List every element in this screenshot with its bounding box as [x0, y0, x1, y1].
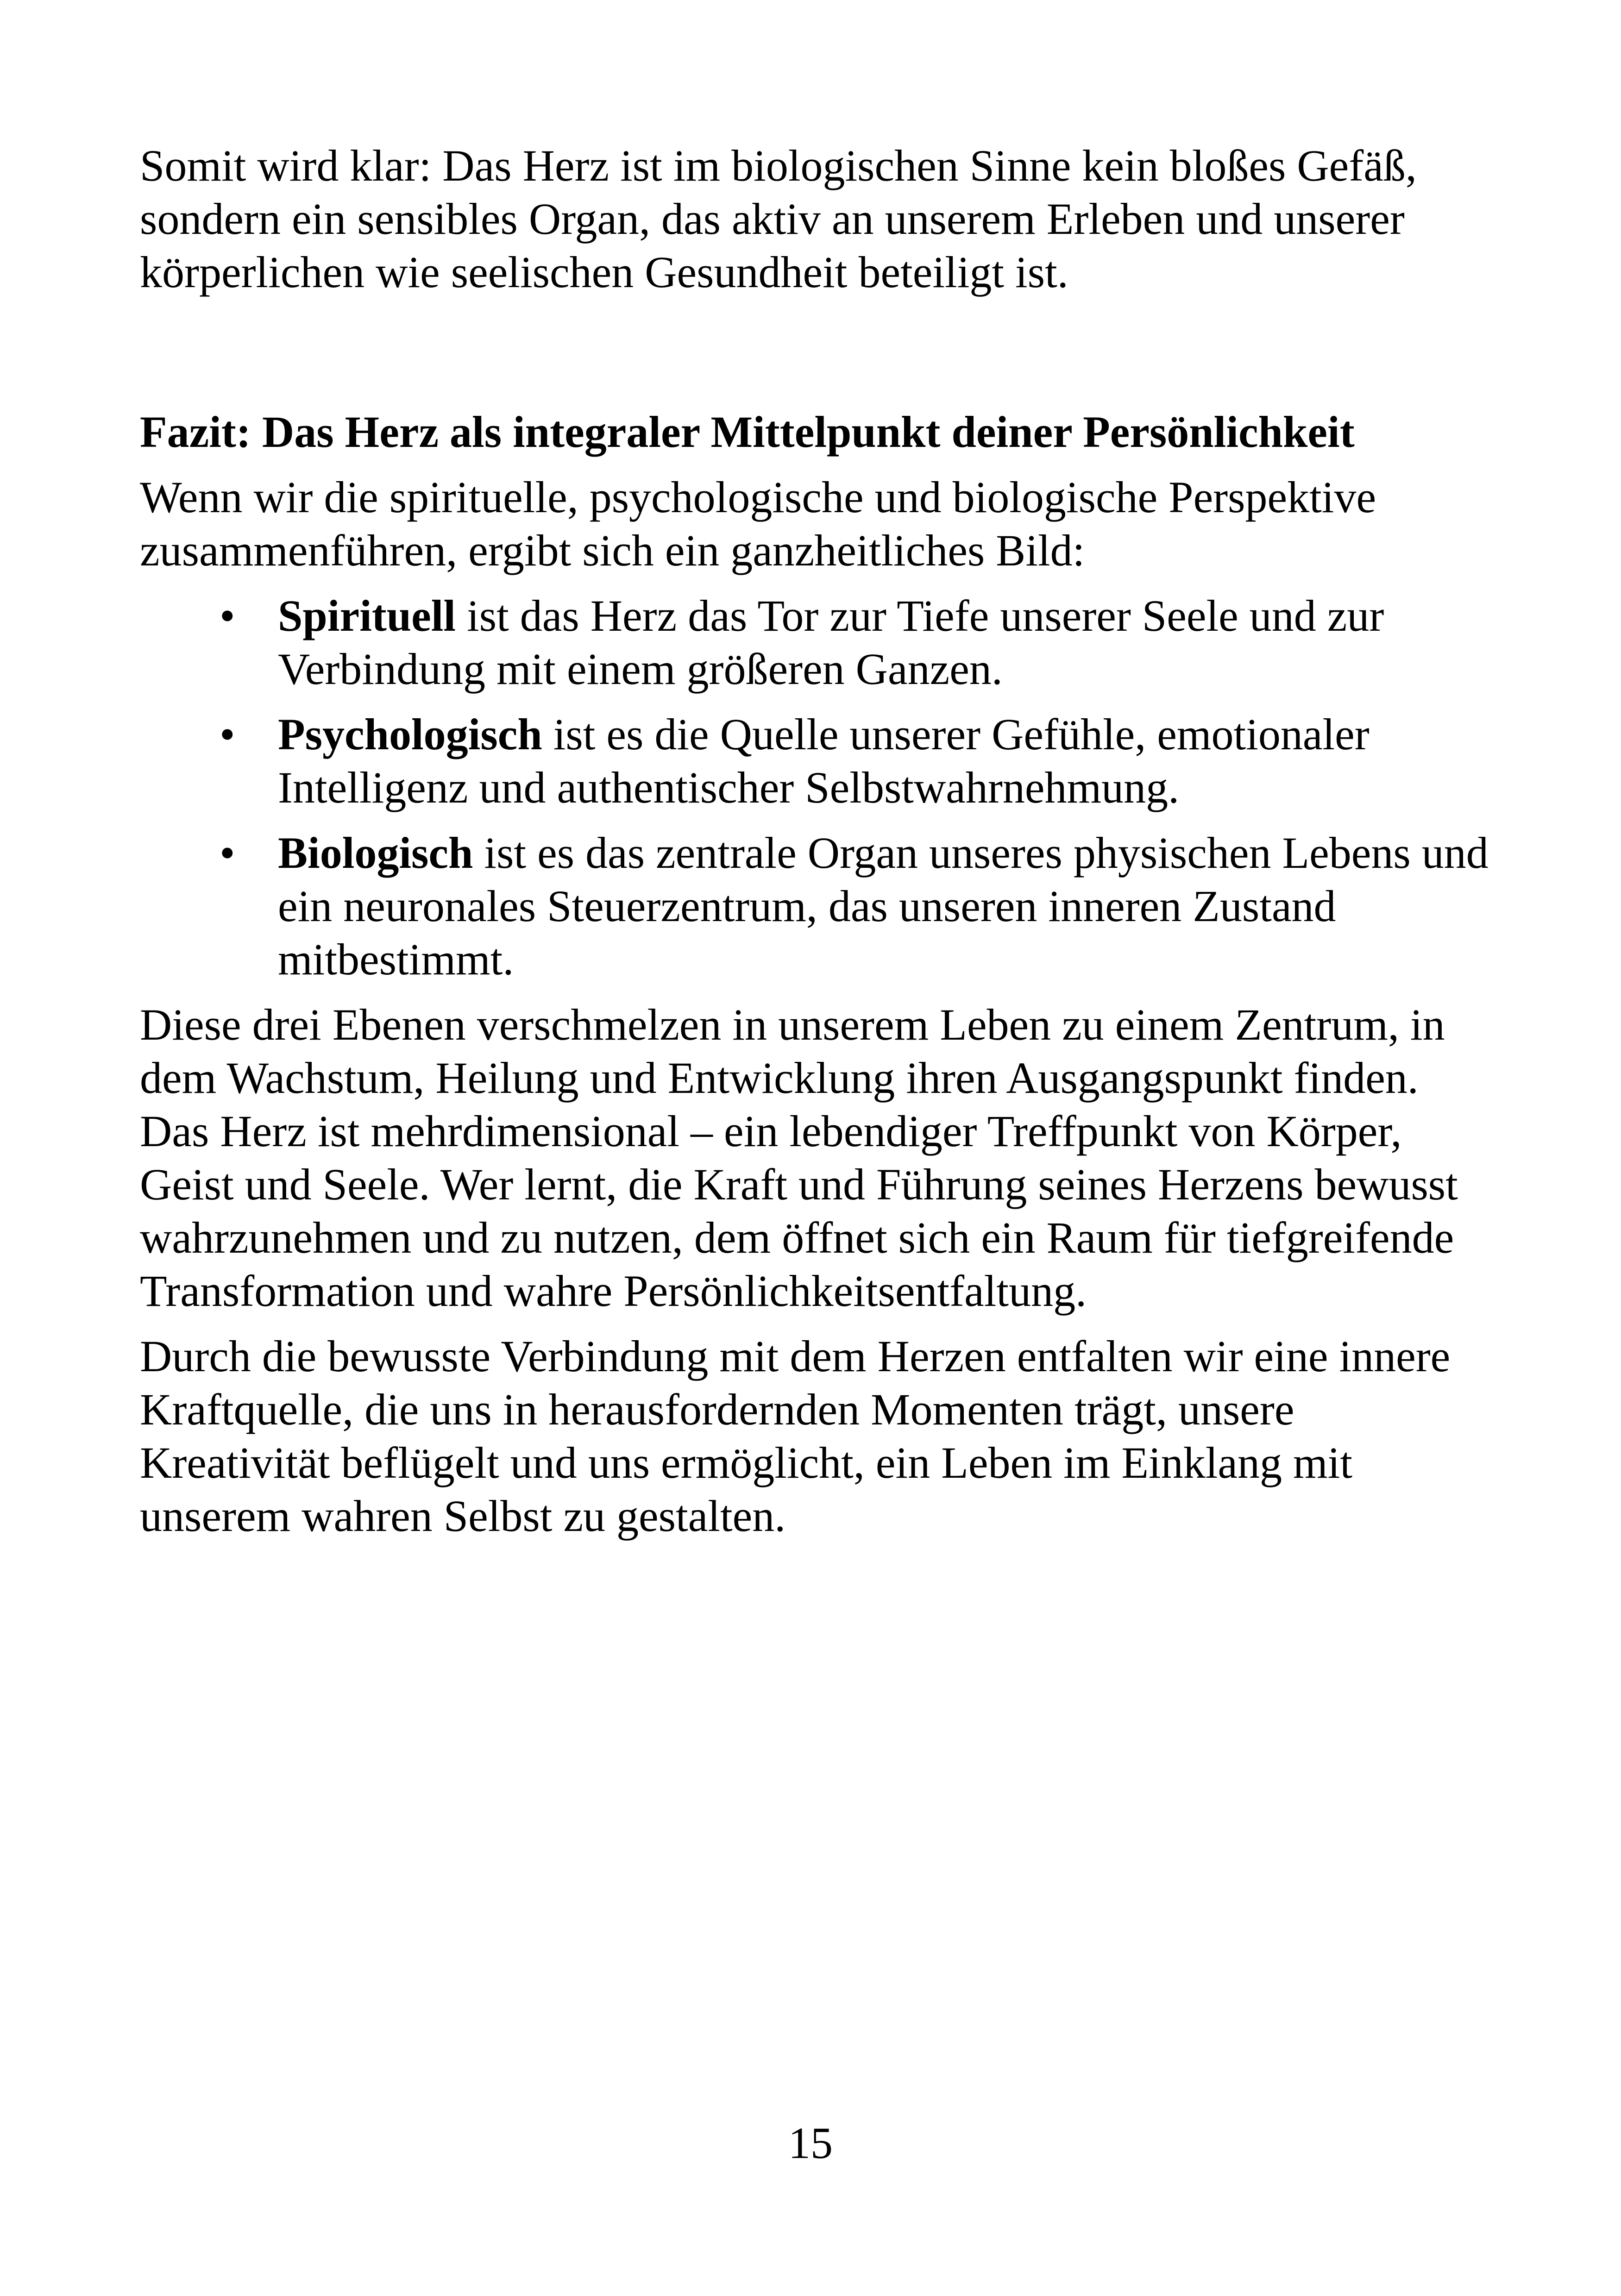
lead-paragraph: Wenn wir die spirituelle, psychologische und biologische Perspektive zusammenführen, ergibt sich ein ganzheitliches Bild: [140, 472, 1376, 575]
synthesis-paragraph: Diese drei Ebenen verschmelzen in unserem Leben zu einem Zentrum, in dem Wachstum, Heilung und Entwicklung ihren Ausgangspunkt finden. Das Herz ist mehrdimensional – ein lebendiger Treffpunkt von Körper, Geist und Seele. Wer lernt, die Kraft und Führung seines Herzens bewusst wahrzunehmen und zu nutzen, dem öffnet sich ein Raum für tiefgreifende Transformation und wahre Persönlichkeitsentfaltung. [140, 1000, 1458, 1316]
list-item-term: Psychologisch [278, 709, 542, 759]
list-item-term: Biologisch [278, 828, 473, 878]
list-item-text: ist es die Quelle unserer Gefühle, emotionaler Intelligenz und authentischer Selbstwahrnehmung. [278, 709, 1370, 812]
list-item-term: Spirituell [278, 591, 456, 640]
section-heading: Fazit: Das Herz als integraler Mittelpunkt deiner Persönlichkeit [140, 407, 1355, 457]
closing-paragraph: Durch die bewusste Verbindung mit dem Herzen entfalten wir eine innere Kraftquelle, die uns in herausfordernden Momenten trägt, unsere Kreativität beflügelt und uns ermöglicht, ein Leben im Einklang mit unserem wahren Selbst zu gestalten. [140, 1331, 1451, 1541]
list-item-psychological [140, 708, 1492, 814]
page-number: 15 [788, 2118, 833, 2168]
list-item-text: ist es das zentrale Organ unseres physischen Lebens und ein neuronales Steuerzentrum, das unseren inneren Zustand mitbestimmt. [278, 828, 1489, 984]
list-item-spiritual [140, 589, 1492, 696]
list-item-text: ist das Herz das Tor zur Tiefe unserer Seele und zur Verbindung mit einem größeren Ganzen. [278, 591, 1384, 694]
perspective-list [140, 589, 1492, 986]
intro-paragraph: Somit wird klar: Das Herz ist im biologischen Sinne kein bloßes Gefäß, sondern ein sensibles Organ, das aktiv an unserem Erleben und unserer körperlichen wie seelischen Gesundheit beteiligt ist. [140, 141, 1417, 297]
bullet-icon: • [220, 828, 235, 878]
page-content [140, 139, 1492, 1543]
bullet-icon: • [220, 709, 235, 759]
list-item-biological [140, 826, 1492, 986]
bullet-icon: • [220, 591, 235, 640]
